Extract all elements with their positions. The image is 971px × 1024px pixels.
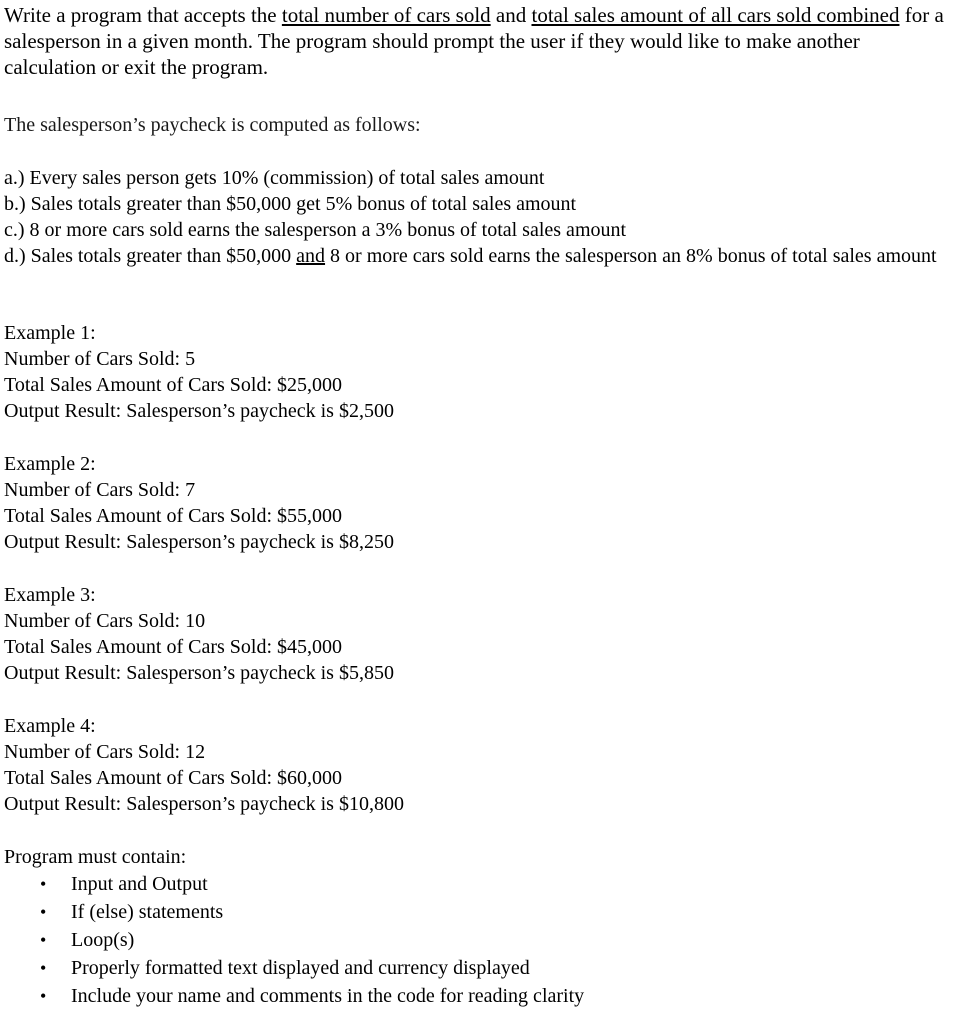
list-item bbox=[4, 898, 584, 926]
assignment-document bbox=[4, 2, 959, 1007]
requirements-title: Program must contain: bbox=[4, 846, 187, 868]
requirement-text: Input and Output bbox=[71, 873, 208, 895]
example-total-sales: Total Sales Amount of Cars Sold: $60,000 bbox=[4, 767, 343, 789]
example-block bbox=[4, 320, 394, 424]
requirement-text: Properly formatted text displayed and currency displayed bbox=[71, 957, 530, 979]
example-output: Output Result: Salesperson’s paycheck is $8,250 bbox=[4, 531, 394, 553]
rule-d-underline-and: and bbox=[296, 245, 326, 267]
example-title: Example 3: bbox=[4, 584, 96, 606]
example-total-sales: Total Sales Amount of Cars Sold: $25,000 bbox=[4, 374, 343, 396]
rule-d-text-2: 8 or more cars sold earns the salesperson an 8% bonus of total sales amount bbox=[325, 245, 937, 267]
example-total-sales: Total Sales Amount of Cars Sold: $55,000 bbox=[4, 505, 343, 527]
intro-paragraph bbox=[4, 2, 954, 80]
example-output: Output Result: Salesperson’s paycheck is $2,500 bbox=[4, 400, 394, 422]
list-item bbox=[4, 954, 584, 982]
requirement-text: If (else) statements bbox=[71, 901, 224, 923]
example-cars-sold: Number of Cars Sold: 12 bbox=[4, 741, 206, 763]
example-title: Example 1: bbox=[4, 322, 96, 344]
requirement-text: Loop(s) bbox=[71, 929, 135, 951]
rule-a: a.) Every sales person gets 10% (commission) of total sales amount bbox=[4, 167, 545, 189]
intro-text-2: and bbox=[490, 3, 532, 27]
bullet-icon: • bbox=[40, 986, 47, 1006]
example-cars-sold: Number of Cars Sold: 7 bbox=[4, 479, 196, 501]
list-item bbox=[4, 926, 584, 954]
bullet-icon: • bbox=[40, 958, 47, 978]
rule-d bbox=[4, 243, 954, 269]
intro-text-3: for a salesperson in a given month. The program should prompt the user if they would like to make another calculation or exit the program. bbox=[4, 3, 944, 79]
intro-underline-total-sales: total sales amount of all cars sold combined bbox=[531, 3, 900, 27]
rule-c: c.) 8 or more cars sold earns the salesperson a 3% bonus of total sales amount bbox=[4, 219, 627, 241]
example-block bbox=[4, 713, 404, 817]
intro-text-1: Write a program that accepts the bbox=[4, 3, 282, 27]
list-item bbox=[4, 870, 584, 898]
example-cars-sold: Number of Cars Sold: 10 bbox=[4, 610, 206, 632]
example-cars-sold: Number of Cars Sold: 5 bbox=[4, 348, 196, 370]
example-block bbox=[4, 582, 394, 686]
rule-d-text-1: d.) Sales totals greater than $50,000 bbox=[4, 245, 297, 267]
bullet-icon: • bbox=[40, 902, 47, 922]
rule-b: b.) Sales totals greater than $50,000 get 5% bonus of total sales amount bbox=[4, 193, 577, 215]
bullet-icon: • bbox=[40, 874, 47, 894]
requirement-text: Include your name and comments in the code for reading clarity bbox=[71, 985, 585, 1007]
paycheck-subheading: The salesperson’s paycheck is computed as follows: bbox=[4, 114, 421, 136]
example-output: Output Result: Salesperson’s paycheck is $10,800 bbox=[4, 793, 404, 815]
list-item bbox=[4, 982, 584, 1010]
example-block bbox=[4, 451, 394, 555]
requirements-list bbox=[4, 870, 584, 1010]
bullet-icon: • bbox=[40, 930, 47, 950]
example-title: Example 4: bbox=[4, 715, 96, 737]
intro-underline-cars-sold: total number of cars sold bbox=[281, 3, 491, 27]
example-title: Example 2: bbox=[4, 453, 96, 475]
requirements-section bbox=[4, 844, 584, 1010]
commission-rules-list bbox=[4, 165, 954, 269]
example-total-sales: Total Sales Amount of Cars Sold: $45,000 bbox=[4, 636, 343, 658]
example-output: Output Result: Salesperson’s paycheck is $5,850 bbox=[4, 662, 394, 684]
